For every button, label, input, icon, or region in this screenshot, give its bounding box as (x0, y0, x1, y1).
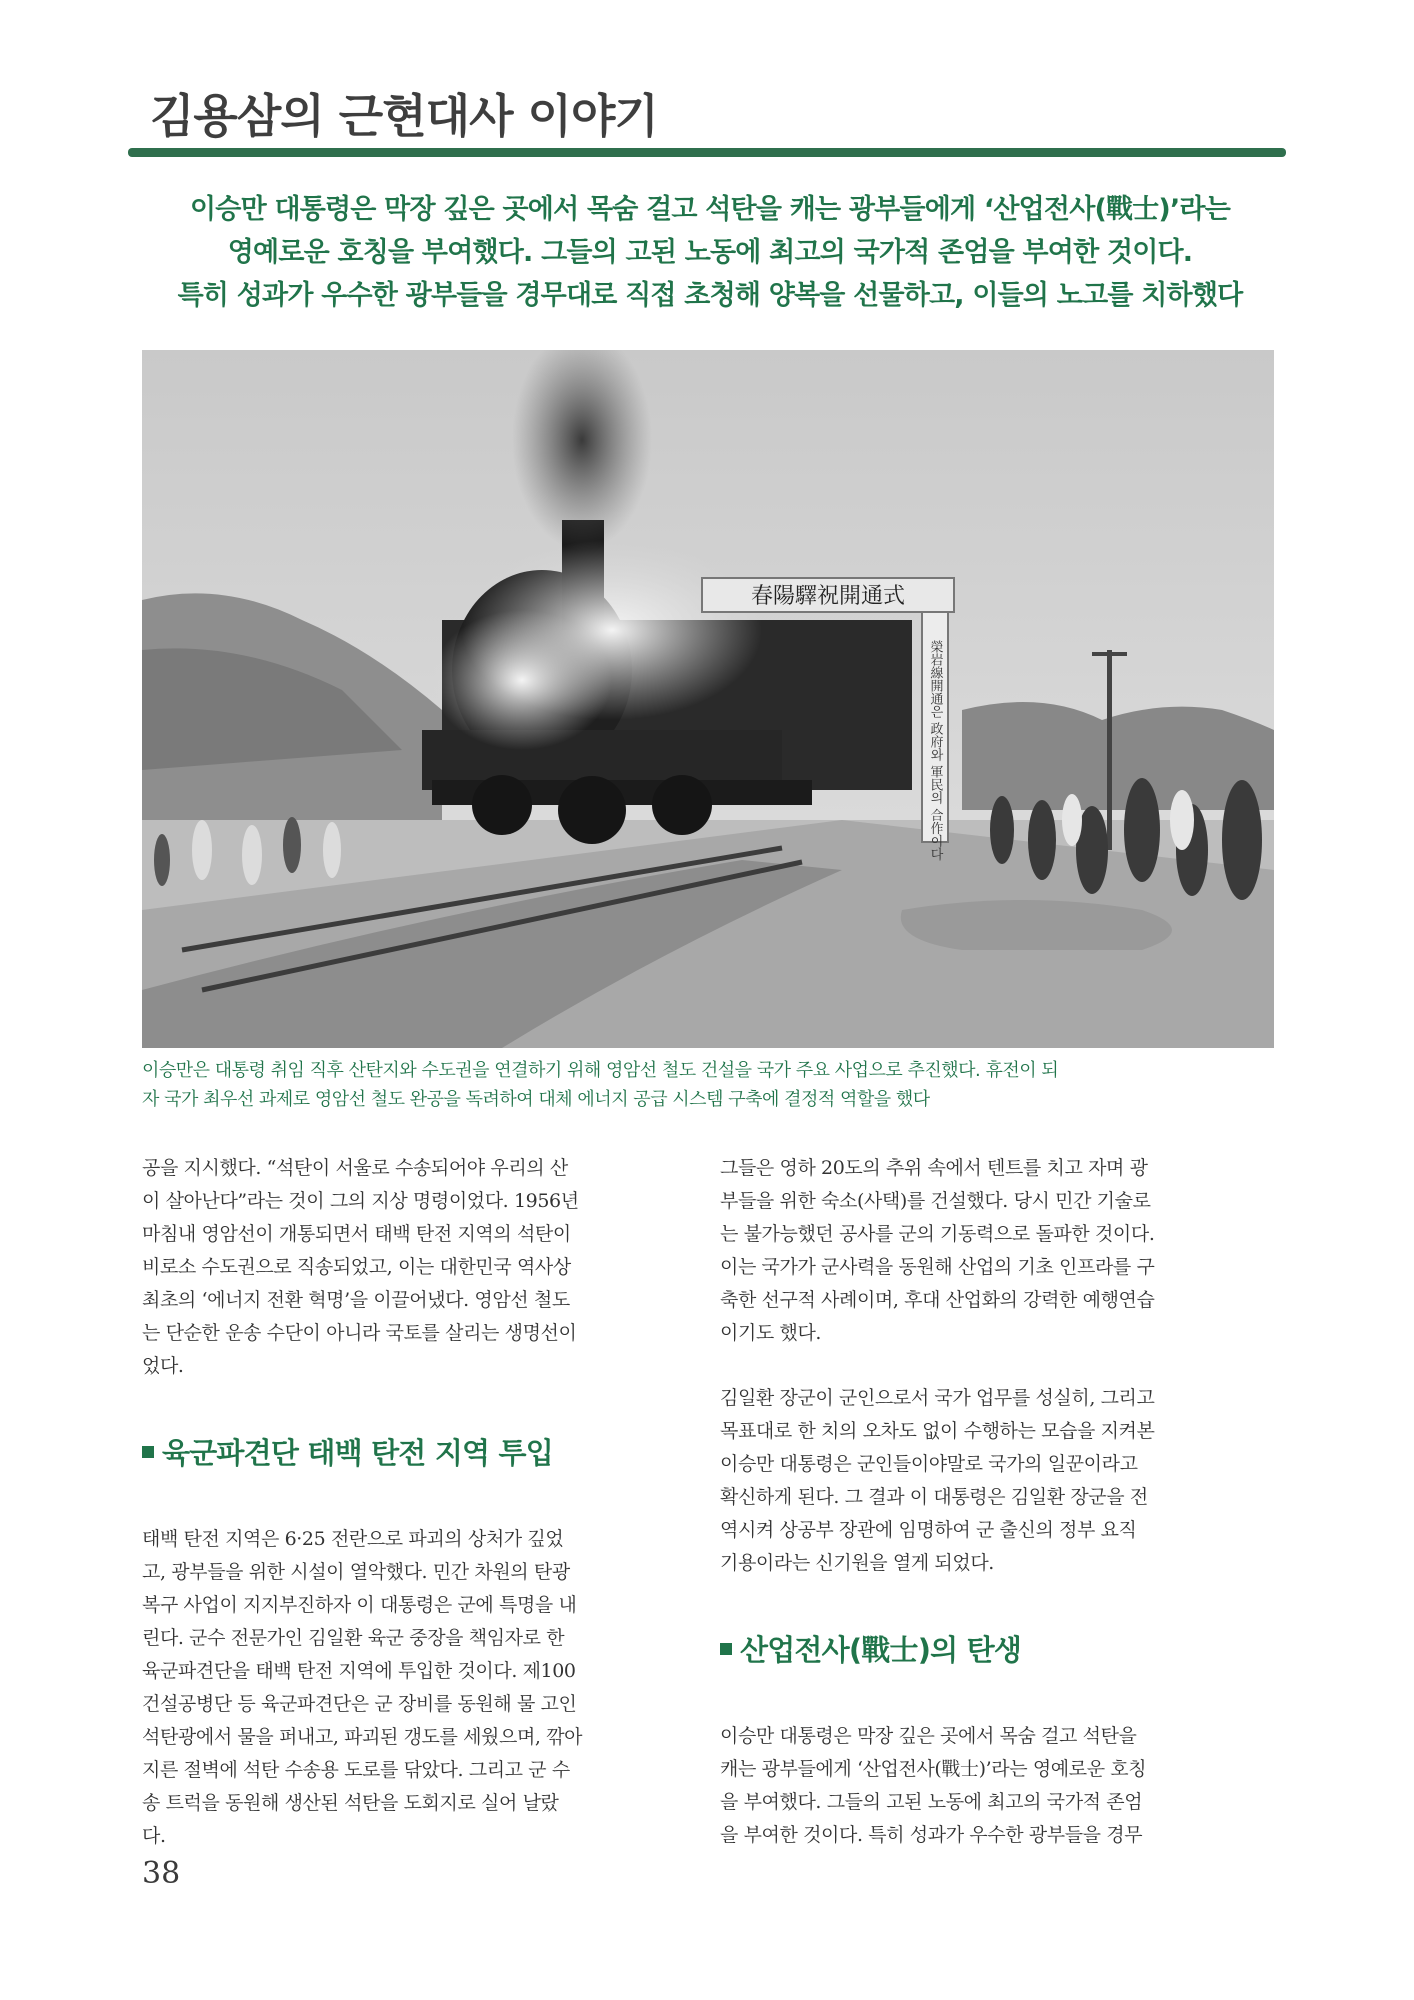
text-line: 목표대로 한 치의 오차도 없이 수행하는 모습을 지켜본 (720, 1420, 1155, 1442)
text-line: 었다. (142, 1355, 184, 1377)
text-line: 최초의 ‘에너지 전환 혁명’을 이끌어냈다. 영암선 철도 (142, 1289, 570, 1311)
text-line: 송 트럭을 동원해 생산된 석탄을 도회지로 실어 날랐 (142, 1792, 559, 1814)
photo-caption (142, 1056, 1274, 1114)
text-line: 이기도 했다. (720, 1322, 822, 1344)
lead-line: 영예로운 호칭을 부여했다. 그들의 고된 노동에 최고의 국가적 존엄을 부여한 것이다. (227, 237, 1193, 268)
caption-line: 자 국가 최우선 과제로 영암선 철도 완공을 독려하여 대체 에너지 공급 시스템 구축에 결정적 역할을 했다 (142, 1089, 930, 1110)
section-heading-text: 산업전사(戰士)의 탄생 (740, 1633, 1022, 1667)
post-text: 榮岩線開通은 政府와 軍民의 合作이다 (927, 640, 943, 861)
text-line: 그들은 영하 20도의 추위 속에서 텐트를 치고 자며 광 (720, 1157, 1148, 1179)
text-line: 이승만 대통령은 군인들이야말로 국가의 일꾼이라고 (720, 1453, 1138, 1475)
text-line: 을 부여했다. 그들의 고된 노동에 최고의 국가적 존엄 (720, 1791, 1143, 1813)
text-line: 태백 탄전 지역은 6·25 전란으로 파괴의 상처가 깊었 (142, 1528, 564, 1550)
text-line: 이승만 대통령은 막장 깊은 곳에서 목숨 걸고 석탄을 (720, 1725, 1137, 1747)
section-heading (142, 1415, 698, 1491)
bullet-square-icon (142, 1446, 154, 1458)
text-line: 석탄광에서 물을 퍼내고, 파괴된 갱도를 세웠으며, 깎아 (142, 1726, 583, 1748)
text-line: 복구 사업이 지지부진하자 이 대통령은 군에 특명을 내 (142, 1594, 577, 1616)
text-line: 린다. 군수 전문가인 김일환 육군 중장을 책임자로 한 (142, 1627, 565, 1649)
left-column (142, 1152, 698, 1853)
text-line: 는 불가능했던 공사를 군의 기동력으로 돌파한 것이다. (720, 1223, 1155, 1245)
text-line: 비로소 수도권으로 직송되었고, 이는 대한민국 역사상 (142, 1256, 571, 1278)
text-line: 역시켜 상공부 장관에 임명하여 군 출신의 정부 요직 (720, 1519, 1137, 1541)
text-line: 부들을 위한 숙소(사택)를 건설했다. 당시 민간 기술로 (720, 1190, 1151, 1212)
banner-text: 春陽驛祝開通式 (750, 584, 906, 609)
text-line: 김일환 장군이 군인으로서 국가 업무를 성실히, 그리고 (720, 1387, 1155, 1409)
lead-line: 이승만 대통령은 막장 깊은 곳에서 목숨 걸고 석탄을 캐는 광부들에게 ‘산업전사(戰士)’라는 (190, 194, 1230, 225)
section-heading-text: 육군파견단 태백 탄전 지역 투입 (162, 1436, 553, 1470)
text-line: 축한 선구적 사례이며, 후대 산업화의 강력한 예행연습 (720, 1289, 1155, 1311)
caption-line: 이승만은 대통령 취임 직후 산탄지와 수도권을 연결하기 위해 영암선 철도 건설을 국가 주요 사업으로 추진했다. 휴전이 되 (142, 1060, 1059, 1081)
text-line: 이는 국가가 군사력을 동원해 산업의 기초 인프라를 구 (720, 1256, 1155, 1278)
text-line: 고, 광부들을 위한 시설이 열악했다. 민간 차원의 탄광 (142, 1561, 570, 1583)
text-line: 건설공병단 등 육군파견단은 군 장비를 동원해 물 고인 (142, 1693, 577, 1715)
text-line: 캐는 광부들에게 ‘산업전사(戰士)’라는 영예로운 호칭 (720, 1758, 1147, 1780)
bullet-square-icon (720, 1643, 732, 1655)
lead-text (140, 188, 1280, 317)
right-column (720, 1152, 1276, 1852)
title-rule (128, 148, 1286, 157)
text-line: 을 부여한 것이다. 특히 성과가 우수한 광부들을 경무 (720, 1824, 1143, 1846)
text-line: 다. (142, 1825, 166, 1847)
historical-train-photo (142, 350, 1274, 1048)
text-line: 기용이라는 신기원을 열게 되었다. (720, 1552, 994, 1574)
text-line: 육군파견단을 태백 탄전 지역에 투입한 것이다. 제100 (142, 1660, 576, 1682)
text-line: 확신하게 된다. 그 결과 이 대통령은 김일환 장군을 전 (720, 1486, 1148, 1508)
text-line: 공을 지시했다. “석탄이 서울로 수송되어야 우리의 산 (142, 1157, 568, 1179)
lead-line: 특히 성과가 우수한 광부들을 경무대로 직접 초청해 양복을 선물하고, 이들의 노고를 치하했다 (177, 280, 1243, 311)
page-number: 38 (142, 1856, 181, 1891)
text-line: 이 살아난다”라는 것이 그의 지상 명령이었다. 1956년 (142, 1190, 579, 1212)
text-line: 지른 절벽에 석탄 수송용 도로를 닦았다. 그리고 군 수 (142, 1759, 570, 1781)
section-heading (720, 1612, 1276, 1688)
series-title: 김용삼의 근현대사 이야기 (150, 89, 658, 143)
text-line: 마침내 영암선이 개통되면서 태백 탄전 지역의 석탄이 (142, 1223, 571, 1245)
text-line: 는 단순한 운송 수단이 아니라 국토를 살리는 생명선이 (142, 1322, 577, 1344)
